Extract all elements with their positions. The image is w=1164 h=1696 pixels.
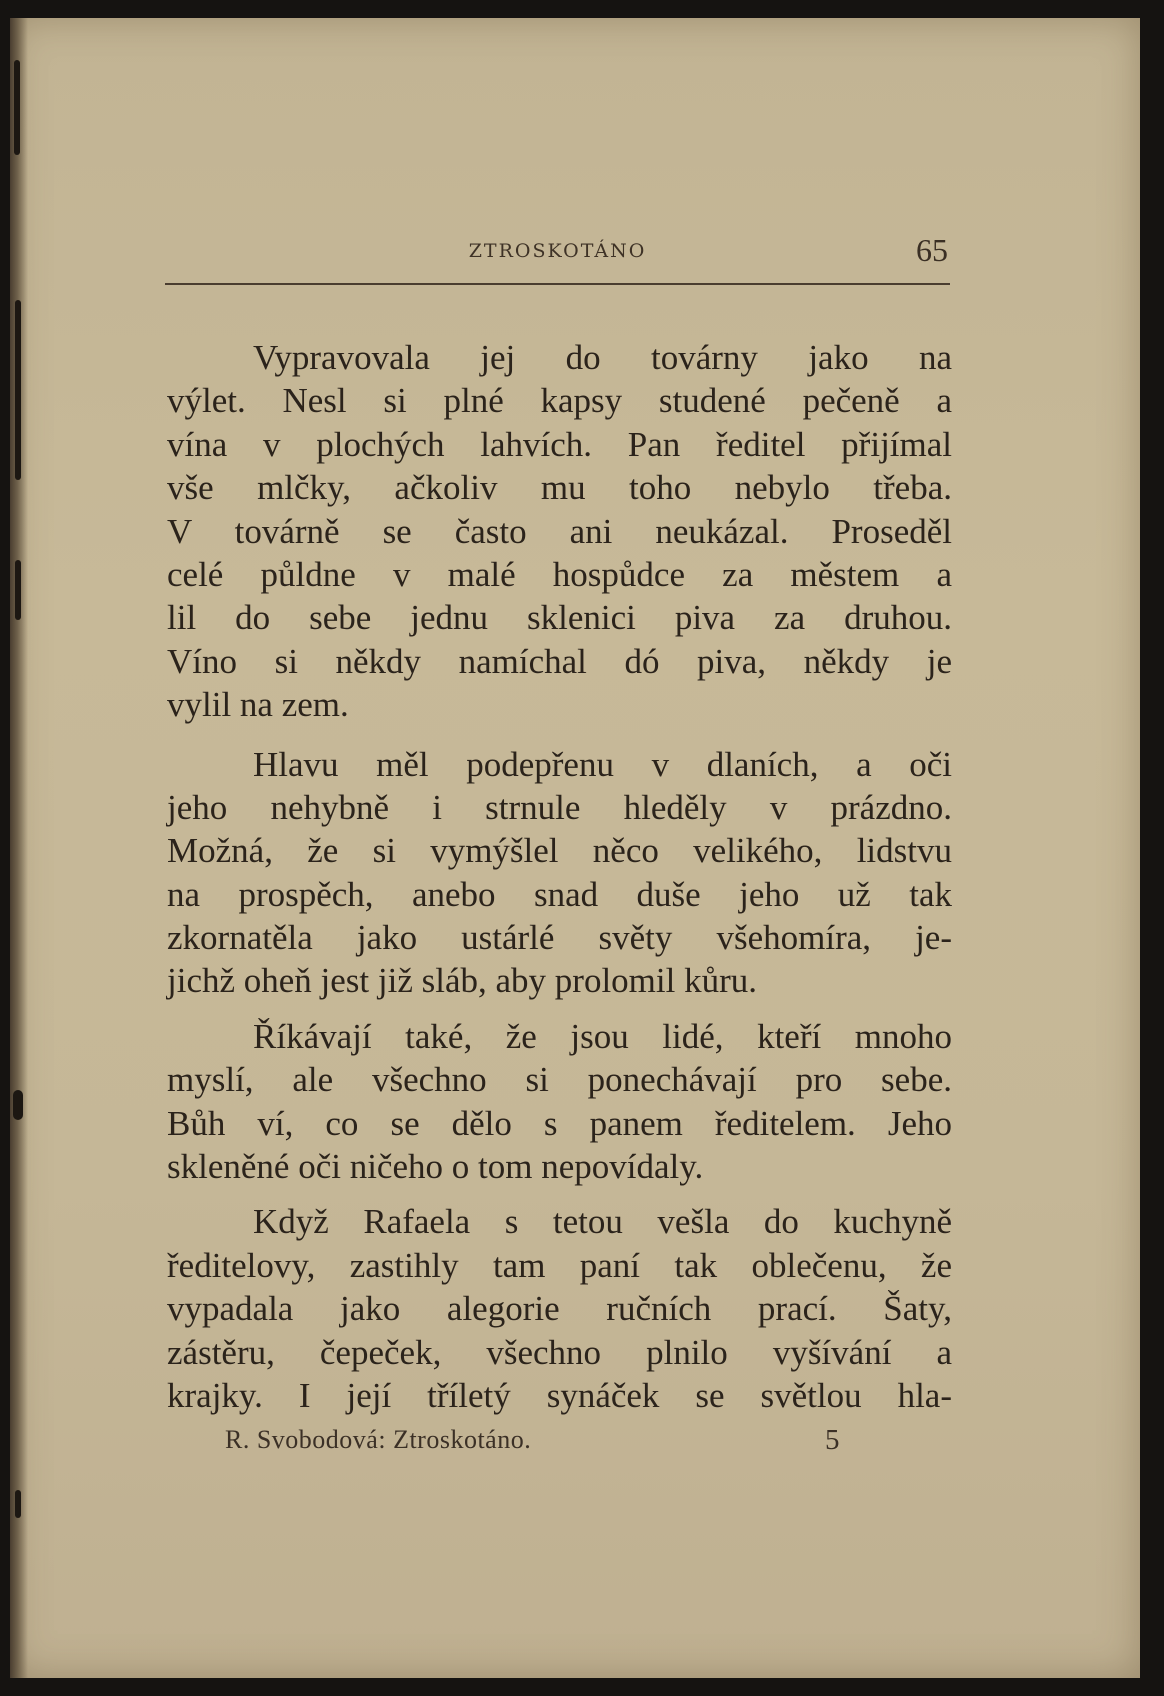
- binding-stitch-mark: [13, 1090, 23, 1120]
- running-head: [165, 228, 950, 268]
- paragraph: [167, 336, 952, 727]
- text-line: lil do sebe jednu sklenici piva za druhou.: [167, 598, 952, 638]
- text-line: krajky. I její tříletý synáček se světlou hla-: [167, 1375, 952, 1415]
- paragraph-gap: [167, 727, 952, 743]
- text-line: vylil na zem.: [167, 685, 349, 725]
- text-line: výlet. Nesl si plné kapsy studené pečeně a: [167, 381, 952, 421]
- printer-signature: R. Svobodová: Ztroskotáno.: [225, 1425, 532, 1454]
- text-line: Bůh ví, co se dělo s panem ředitelem. Jeho: [167, 1103, 952, 1143]
- text-line: vypadala jako alegorie ručních prací. Šaty,: [167, 1289, 952, 1329]
- text-line: vše mlčky, ačkoliv mu toho nebylo třeba.: [167, 468, 952, 508]
- paragraph-gap: [167, 1003, 952, 1015]
- text-line: zkornatěla jako ustárlé světy všehomíra, je-: [167, 918, 952, 958]
- sheet-number: 5: [825, 1424, 840, 1456]
- text-line: celé půldne v malé hospůdce za městem a: [167, 554, 952, 594]
- text-line: Hlavu měl podepřenu v dlaních, a oči: [253, 744, 952, 784]
- text-line: jeho nehybně i strnule hleděly v prázdno.: [167, 787, 952, 827]
- text-line: na prospěch, anebo snad duše jeho už tak: [167, 874, 952, 914]
- text-line: zástěru, čepeček, všechno plnilo vyšívání a: [167, 1332, 952, 1372]
- text-line: ředitelovy, zastihly tam paní tak oblečenu, že: [167, 1245, 952, 1285]
- binding-stitch-mark: [15, 560, 21, 620]
- paragraph: [167, 1200, 952, 1417]
- running-title: ZTROSKOTÁNO: [468, 240, 647, 262]
- paragraph-gap: [167, 1188, 952, 1200]
- paragraph: [167, 743, 952, 1003]
- text-line: skleněné oči ničeho o tom nepovídaly.: [167, 1147, 704, 1187]
- page-binding-edge: [10, 18, 28, 1678]
- binding-stitch-mark: [14, 60, 20, 155]
- paragraph: [167, 1015, 952, 1189]
- text-line: Vypravovala jej do továrny jako na: [253, 338, 952, 377]
- binding-stitch-mark: [15, 1490, 21, 1518]
- text-line: Když Rafaela s tetou vešla do kuchyně: [253, 1202, 952, 1242]
- text-line: Říkávají také, že jsou lidé, kteří mnoho: [253, 1016, 952, 1056]
- header-rule: [165, 283, 950, 285]
- text-line: V továrně se často ani neukázal. Proseděl: [167, 511, 952, 551]
- text-line: vína v plochých lahvích. Pan ředitel přijímal: [167, 424, 952, 464]
- text-line: Možná, že si vymýšlel něco velikého, lidstvu: [167, 831, 952, 871]
- text-line: jichž oheň jest již sláb, aby prolomil kůru.: [167, 961, 758, 1001]
- body-text: [167, 336, 952, 1417]
- text-line: Víno si někdy namíchal dó piva, někdy je: [167, 641, 952, 681]
- text-line: myslí, ale všechno si ponechávají pro sebe.: [167, 1060, 952, 1100]
- page-number: 65: [916, 232, 948, 268]
- binding-stitch-mark: [15, 300, 21, 480]
